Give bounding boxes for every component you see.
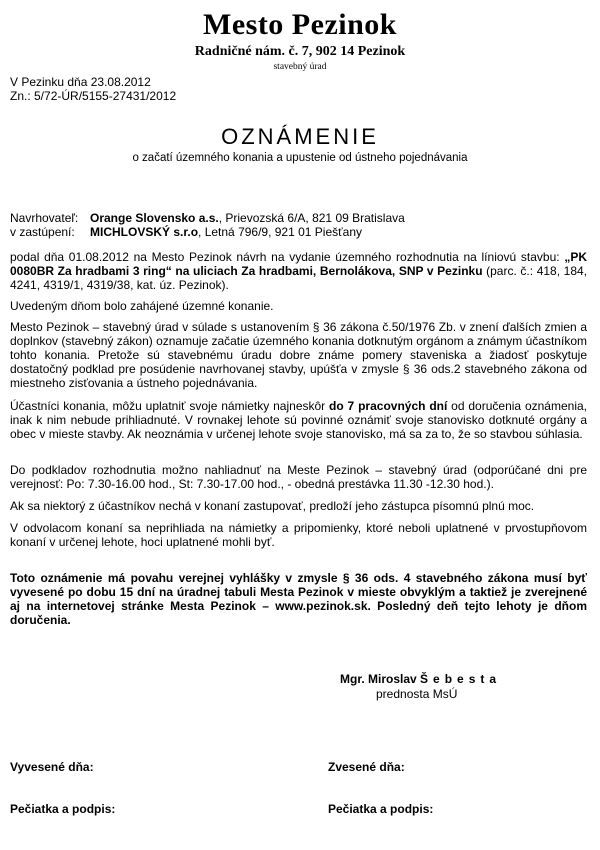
representative-row (10, 225, 362, 239)
paragraph-application-text: podal dňa 01.08.2012 na Mesto Pezinok návrh na vydanie územného rozhodnutia na líniovú stavbu: (10, 250, 565, 264)
signatory-first-name: Mgr. Miroslav (340, 672, 421, 686)
stamp-signature-right: Pečiatka a podpis: (328, 802, 434, 816)
signatory-name (340, 672, 501, 686)
project-name: „PK 0080BR Za hradbami 3 ring“ na uliciach Za hradbami, Bernolákova, SNP v Pezinku (10, 250, 587, 278)
notice-heading: OZNÁMENIE (221, 124, 379, 149)
paragraph-application (10, 250, 587, 292)
representative-address: , Letná 796/9, 921 01 Piešťany (198, 225, 362, 239)
page-title: Mesto Pezinok (203, 8, 397, 41)
representative-label: v zastúpení: (10, 225, 75, 239)
objections-text-start: Účastníci konania, môžu uplatniť svoje námietky najneskôr (10, 399, 330, 413)
paragraph-office-hours: Do podkladov rozhodnutia možno nahliadnuť na Meste Pezinok – stavebný úrad (odporúčané dni pre verejnosť: Po: 7.30-16.00 hod., St: 7.30-17.00 hod., - obedná prestávka 11.30 -12.30 hod.). (10, 463, 587, 491)
paragraph-representation: Ak sa niektorý z účastníkov nechá v konaní zastupovať, predloží jeho zástupca písomnú plnú moc. (10, 499, 535, 513)
signatory-title: prednosta MsÚ (376, 687, 458, 701)
paragraph-commenced: Uvedeným dňom bolo zahájené územné konanie. (10, 299, 274, 313)
applicant-row (10, 211, 405, 225)
applicant-label: Navrhovateľ: (10, 211, 79, 225)
paragraph-objections (10, 399, 587, 441)
stamp-signature-left: Pečiatka a podpis: (10, 802, 116, 816)
paragraph-public-notice: Toto oznámenie má povahu verejnej vyhlášky v zmysle § 36 ods. 4 stavebného zákona musí byť vyvesené po dobu 15 dní na úradnej tabuli Mesta Pezinok v mieste obvyklým a taktiež je zverejnené aj na internetovej stránke Mesta Pezinok – www.pezinok.sk. Posledný deň tejto lehoty je dňom doručenia. (10, 571, 587, 627)
posted-date-label: Vyvesené dňa: (10, 760, 94, 774)
reference-number: Zn.: 5/72-ÚR/5155-27431/2012 (10, 89, 177, 103)
document-meta (10, 75, 176, 103)
paragraph-legal-basis: Mesto Pezinok – stavebný úrad v súlade s ustanovením § 36 zákona č.50/1976 Zb. v znení ďalších zmien a doplnkov (stavebný zákon) oznamuje začatie územného konania dotknutým orgánom a známym účastníkom tohto konania. Pretože sú stavebnému úradu dobre známe pomery staveniska a žiadosť poskytuje dostatočný podklad pre posúdenie navrhovanej stavby, upúšťa v zmysle § 36 ods.2 stavebného zákona od miestneho zisťovania a ústneho pojednávania. (10, 320, 587, 390)
signatory-last-name: Šebesta (420, 672, 502, 686)
deadline: do 7 pracovných dní (329, 399, 448, 413)
paragraph-appeal: V odvolacom konaní sa neprihliada na námietky a pripomienky, ktoré neboli uplatnené v prvostupňovom konaní v určenej lehote, hoci uplatnené mohli byť. (10, 521, 587, 549)
representative-name: MICHLOVSKÝ s.r.o (90, 225, 199, 239)
department: stavebný úrad (273, 62, 327, 72)
date-line: V Pezinku dňa 23.08.2012 (10, 75, 151, 89)
applicant-address: , Prievozská 6/A, 821 09 Bratislava (218, 211, 405, 225)
notice-subheading: o začatí územného konania a upustenie od ústneho pojednávania (132, 152, 468, 164)
parcel-numbers: (parc. č.: 418, 184, 4241, 4319/1, 4319/38, kat. úz. Pezinok). (10, 264, 588, 292)
office-address: Radničné nám. č. 7, 902 14 Pezinok (194, 44, 406, 59)
objections-text-end: od doručenia oznámenia, inak k nim nebude prihliadnuté. V rovnakej lehote sú povinné oznámiť svoje stanovisko dotknuté orgány a obec v mieste stavby. Ak neoznámia v určenej lehote svoje stanovisko, má sa za to, že so stavbou súhlasia. (10, 399, 587, 441)
removed-date-label: Zvesené dňa: (328, 760, 405, 774)
applicant-name: Orange Slovensko a.s. (90, 211, 219, 225)
